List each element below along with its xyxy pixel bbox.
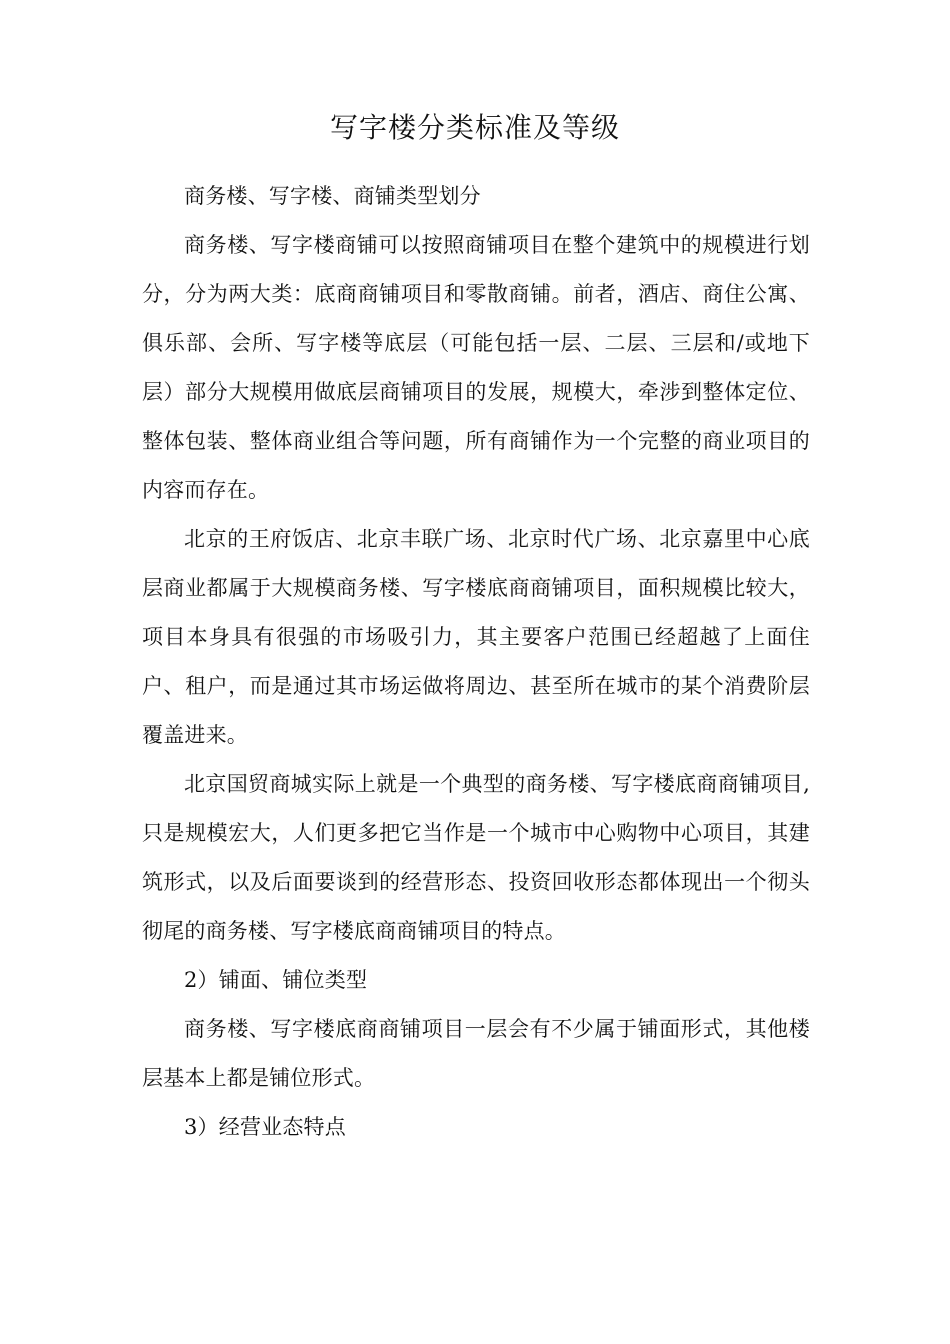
subsection-heading: 3）经营业态特点 bbox=[184, 1115, 346, 1139]
paragraph: 北京的王府饭店、北京丰联广场、北京时代广场、北京嘉里中心底层商业都属于大规模商务楼、写字楼底商商铺项目，面积规模比较大，项目本身具有很强的市场吸引力，其主要客户范围已经超越了上面住户、租户，而是通过其市场运做将周边、甚至所在城市的某个消费阶层覆盖进来。 bbox=[142, 527, 810, 747]
document-body bbox=[142, 172, 810, 1152]
subsection-heading: 2）铺面、铺位类型 bbox=[184, 968, 368, 992]
paragraph: 北京国贸商城实际上就是一个典型的商务楼、写字楼底商商铺项目,只是规模宏大，人们更多把它当作是一个城市中心购物中心项目，其建筑形式，以及后面要谈到的经营形态、投资回收形态都体现出一个彻头彻尾的商务楼、写字楼底商商铺项目的特点。 bbox=[142, 772, 810, 943]
paragraph: 商务楼、写字楼底商商铺项目一层会有不少属于铺面形式，其他楼层基本上都是铺位形式。 bbox=[142, 1017, 810, 1090]
section-heading: 商务楼、写字楼、商铺类型划分 bbox=[184, 184, 481, 208]
document-title: 写字楼分类标准及等级 bbox=[329, 111, 620, 144]
paragraph: 商务楼、写字楼商铺可以按照商铺项目在整个建筑中的规模进行划分，分为两大类：底商商铺项目和零散商铺。前者，酒店、商住公寓、俱乐部、会所、写字楼等底层（可能包括一层、二层、三层和/或地下层）部分大规模用做底层商铺项目的发展，规模大，牵涉到整体定位、整体包装、整体商业组合等问题，所有商铺作为一个完整的商业项目的内容而存在。 bbox=[142, 233, 810, 502]
